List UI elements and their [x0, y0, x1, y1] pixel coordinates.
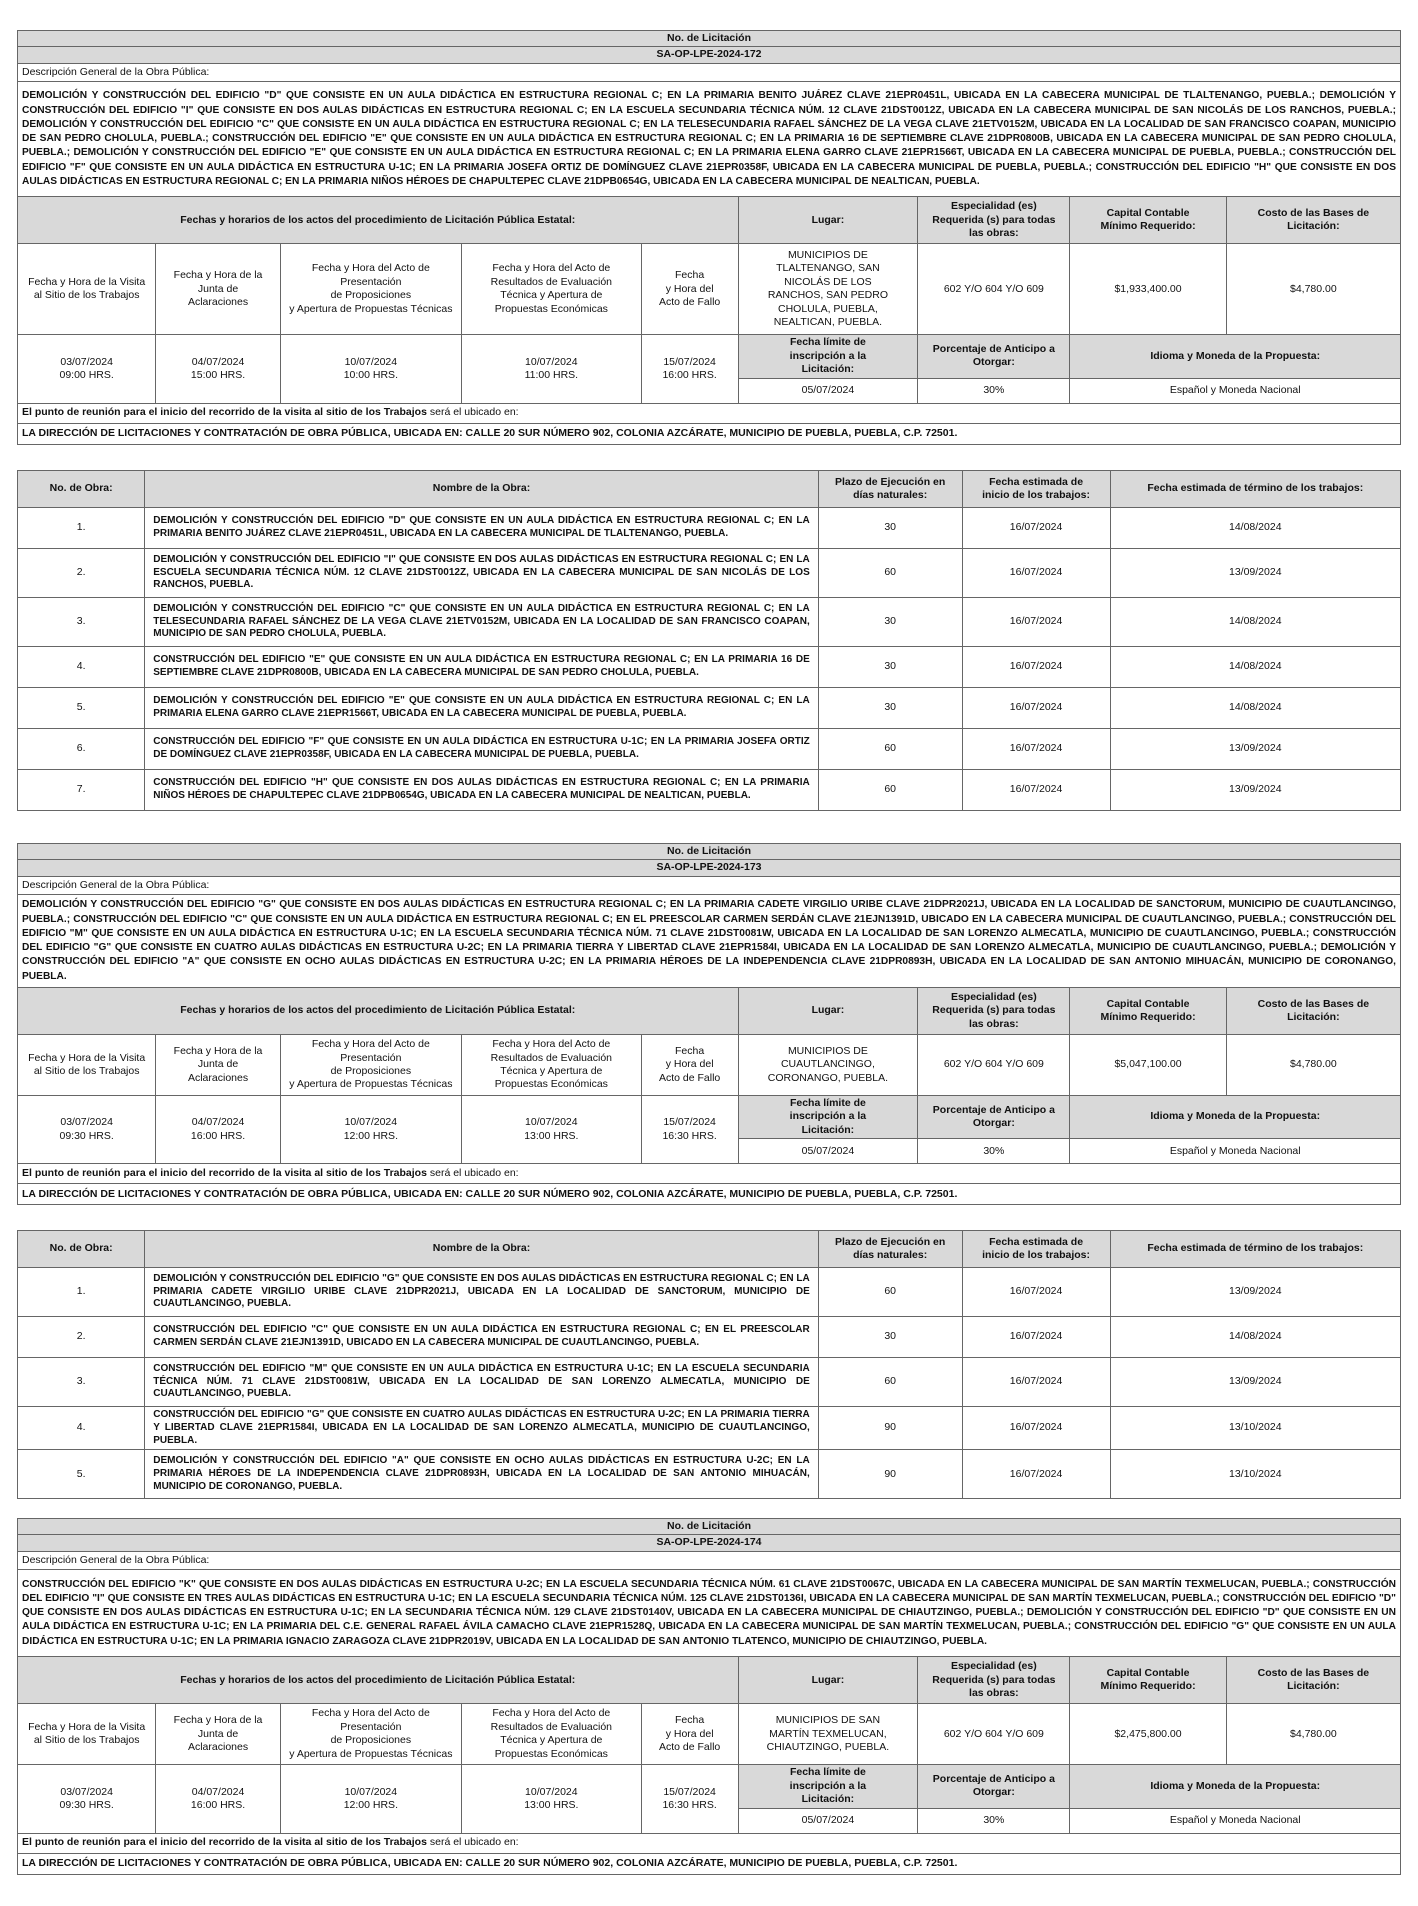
obra-row [18, 647, 1401, 688]
lugar-value: MUNICIPIOS DE TLALTENANGO, SAN NICOLÁS DE LOS RANCHOS, SAN PEDRO CHOLULA, PUEBLA, NEALTICAN, PUEBLA. [738, 244, 918, 335]
obra-row [18, 508, 1401, 549]
licitacion-number: SA-OP-LPE-2024-172 [18, 47, 1401, 63]
junta-label: Fecha y Hora de la Junta de Aclaraciones [156, 1035, 280, 1096]
lugar-header: Lugar: [738, 988, 918, 1035]
obra-inicio: 16/07/2024 [962, 770, 1110, 811]
junta-label: Fecha y Hora de la Junta de Aclaraciones [156, 1704, 280, 1765]
fallo-value: 15/07/2024 16:00 HRS. [641, 335, 738, 403]
descripcion-text: CONSTRUCCIÓN DEL EDIFICIO "K" QUE CONSISTE EN DOS AULAS DIDÁCTICAS EN ESTRUCTURA U-2C; EN LA ESCUELA SECUNDARIA TÉCNICA NÚM. 61 CLAVE 21DST0067C, UBICADA EN LA CABECERA MUNICIPAL DE SAN MARTÍN TEXMELUCAN, PUEBLA.; CONSTRUCCIÓN DEL EDIFICIO "I" QUE CONSISTE EN TRES AULAS DIDÁCTICAS EN ESTRUCTURA U-1C; EN LA ESCUELA SECUNDARIA TÉCNICA NÚM. 125 CLAVE 21DST0136I, UBICADA EN LA CABECERA MUNICIPAL DE SAN MARTÍN TEXMELUCAN, PUEBLA.; CONSTRUCCIÓN DEL EDIFICIO "D" QUE CONSISTE EN DOS AULAS DIDÁCTICAS EN ESTRUCTURA U-1C; EN LA SECUNDARIA TÉCNICA NÚM. 129 CLAVE 21DST0140V, UBICADA EN LA CABECERA MUNICIPAL DE CHIAUTZINGO, PUEBLA.; DEMOLICIÓN Y CONSTRUCCIÓN DEL EDIFICIO "D" QUE CONSISTE EN UN AULA DIDÁCTICA EN ESTRUCTURA U-1C; EN LA PRIMARIA DEL C.E. GENERAL RAFAEL ÁVILA CAMACHO CLAVE 21EPR1528Q, UBICADA EN LA CABECERA MUNICIPAL DE SAN MARTÍN TEXMELUCAN, PUEBLA.; CONSTRUCCIÓN DEL EDIFICIO "G" QUE CONSISTE EN UN AULA DIDÁCTICA EN ESTRUCTURA U-1C; EN LA PRIMARIA IGNACIO ZARAGOZA CLAVE 21DPR2019V, UBICADA EN LA LOCALIDAD DE SAN ANTONIO TLATENCO, MUNICIPIO DE CHIAUTZINGO, PUEBLA. [18, 1570, 1401, 1657]
obra-number: 1. [18, 1268, 145, 1317]
anticipo-value: 30% [918, 378, 1070, 403]
fecha-inicio-header: Fecha estimada de inicio de los trabajos: [962, 1231, 1110, 1268]
obra-inicio: 16/07/2024 [962, 1450, 1110, 1499]
punto-reunion-bold: El punto de reunión para el inicio del recorrido de la visita al sitio de los Trabajos [22, 1167, 427, 1180]
obra-number: 5. [18, 688, 145, 729]
obras-table [17, 1230, 1401, 1499]
resultados-label: Fecha y Hora del Acto de Resultados de Evaluación Técnica y Apertura de Propuestas Económicas [461, 1704, 641, 1765]
especialidad-value: 602 Y/O 604 Y/O 609 [918, 1035, 1070, 1096]
licitacion-header-table [17, 30, 1401, 445]
junta-value: 04/07/2024 16:00 HRS. [156, 1096, 280, 1164]
junta-value: 04/07/2024 15:00 HRS. [156, 335, 280, 403]
presentacion-label: Fecha y Hora del Acto de Presentación de Proposiciones y Apertura de Propuestas Técnicas [280, 1035, 461, 1096]
obras-table [17, 470, 1401, 811]
resultados-value: 10/07/2024 13:00 HRS. [461, 1765, 641, 1833]
costo-value: $4,780.00 [1226, 244, 1400, 335]
licitacion-172 [17, 30, 1401, 445]
obra-row [18, 1268, 1401, 1317]
visita-label: Fecha y Hora de la Visita al Sitio de los Trabajos [18, 244, 156, 335]
punto-reunion-tail: será el ubicado en: [426, 1836, 519, 1849]
idioma-value: Español y Moneda Nacional [1070, 1139, 1401, 1164]
idioma-value: Español y Moneda Nacional [1070, 378, 1401, 403]
anticipo-value: 30% [918, 1139, 1070, 1164]
obra-plazo: 60 [818, 770, 962, 811]
licitacion-number: SA-OP-LPE-2024-174 [18, 1535, 1401, 1551]
obra-number: 6. [18, 729, 145, 770]
punto-reunion-bold: El punto de reunión para el inicio del recorrido de la visita al sitio de los Trabajos [22, 406, 427, 419]
obra-number: 7. [18, 770, 145, 811]
resultados-label: Fecha y Hora del Acto de Resultados de Evaluación Técnica y Apertura de Propuestas Económicas [461, 244, 641, 335]
fecha-limite-value: 05/07/2024 [738, 1808, 918, 1833]
obra-termino: 13/09/2024 [1110, 1358, 1400, 1407]
obra-plazo: 30 [818, 1317, 962, 1358]
especialidad-header: Especialidad (es) Requerida (s) para todas las obras: [918, 1657, 1070, 1704]
obra-row [18, 1407, 1401, 1450]
junta-value: 04/07/2024 16:00 HRS. [156, 1765, 280, 1833]
capital-value: $5,047,100.00 [1070, 1035, 1226, 1096]
capital-value: $1,933,400.00 [1070, 244, 1226, 335]
obra-row [18, 549, 1401, 598]
descripcion-label: Descripción General de la Obra Pública: [18, 1551, 1401, 1569]
punto-reunion-bold: El punto de reunión para el inicio del recorrido de la visita al sitio de los Trabajos [22, 1836, 427, 1849]
resultados-value: 10/07/2024 11:00 HRS. [461, 335, 641, 403]
fallo-label: Fecha y Hora del Acto de Fallo [641, 244, 738, 335]
fecha-limite-header: Fecha límite de inscripción a la Licitación: [738, 335, 918, 378]
obra-inicio: 16/07/2024 [962, 508, 1110, 549]
obra-name: CONSTRUCCIÓN DEL EDIFICIO "F" QUE CONSISTE EN UN AULA DIDÁCTICA EN ESTRUCTURA U-1C; EN LA PRIMARIA JOSEFA ORTIZ DE DOMÍNGUEZ CLAVE 21EPR0358F, UBICADA EN LA CABECERA MUNICIPAL DE PUEBLA, PUEBLA. [145, 729, 819, 770]
obra-inicio: 16/07/2024 [962, 1268, 1110, 1317]
presentacion-value: 10/07/2024 12:00 HRS. [280, 1765, 461, 1833]
obra-row [18, 598, 1401, 647]
obra-number: 3. [18, 1358, 145, 1407]
obra-number: 1. [18, 508, 145, 549]
obra-termino: 14/08/2024 [1110, 688, 1400, 729]
obra-number: 4. [18, 1407, 145, 1450]
costo-bases-header: Costo de las Bases de Licitación: [1226, 197, 1400, 244]
fallo-value: 15/07/2024 16:30 HRS. [641, 1765, 738, 1833]
descripcion-text: DEMOLICIÓN Y CONSTRUCCIÓN DEL EDIFICIO "D" QUE CONSISTE EN UN AULA DIDÁCTICA EN ESTRUCTURA REGIONAL C; EN LA PRIMARIA BENITO JUÁREZ CLAVE 21EPR0451L, UBICADA EN LA CABECERA MUNICIPAL DE TLALTENANGO, PUEBLA.; DEMOLICIÓN Y CONSTRUCCIÓN DEL EDIFICIO "I" QUE CONSISTE EN DOS AULAS DIDÁCTICAS EN ESTRUCTURA REGIONAL C; EN LA ESCUELA SECUNDARIA TÉCNICA NÚM. 12 CLAVE 21DST0012Z, UBICADA EN LA CABECERA MUNICIPAL DE SAN NICOLÁS DE LOS RANCHOS, PUEBLA.; DEMOLICIÓN Y CONSTRUCCIÓN DEL EDIFICIO "C" QUE CONSISTE EN UN AULA DIDÁCTICA EN ESTRUCTURA REGIONAL C; EN LA TELESECUNDARIA RAFAEL SÁNCHEZ DE LA VEGA CLAVE 21ETV0152M, UBICADA EN LA LOCALIDAD DE SAN FRANCISCO COAPAN, MUNICIPIO DE SAN PEDRO CHOLULA, PUEBLA.; CONSTRUCCIÓN DEL EDIFICIO "E" QUE CONSISTE EN UN AULA DIDÁCTICA EN ESTRUCTURA REGIONAL C; EN LA PRIMARIA 16 DE SEPTIEMBRE CLAVE 21DPR0800B, UBICADA EN LA CABECERA MUNICIPAL DE SAN PEDRO CHOLULA, PUEBLA.; DEMOLICIÓN Y CONSTRUCCIÓN DEL EDIFICIO "E" QUE CONSISTE EN UN AULA DIDÁCTICA EN ESTRUCTURA REGIONAL C; EN LA PRIMARIA ELENA GARRO CLAVE 21EPR1566T, UBICADA EN LA CABECERA MUNICIPAL DE PUEBLA, PUEBLA.; CONSTRUCCIÓN DEL EDIFICIO "F" QUE CONSISTE EN UN AULA DIDÁCTICA EN ESTRUCTURA U-1C; EN LA PRIMARIA JOSEFA ORTIZ DE DOMÍNGUEZ CLAVE 21EPR0358F, UBICADA EN LA CABECERA MUNICIPAL DE PUEBLA, PUEBLA.; CONSTRUCCIÓN DEL EDIFICIO "H" QUE CONSISTE EN DOS AULAS DIDÁCTICAS EN ESTRUCTURA REGIONAL C; EN LA PRIMARIA NIÑOS HÉROES DE CHAPULTEPEC CLAVE 21DPB0654G, UBICADA EN LA CABECERA MUNICIPAL DE NEALTICAN, PUEBLA. [18, 82, 1401, 197]
lugar-value: MUNICIPIOS DE SAN MARTÍN TEXMELUCAN, CHIAUTZINGO, PUEBLA. [738, 1704, 918, 1765]
obra-name: CONSTRUCCIÓN DEL EDIFICIO "C" QUE CONSISTE EN UN AULA DIDÁCTICA EN ESTRUCTURA REGIONAL C; EN EL PREESCOLAR CARMEN SERDÁN CLAVE 21EJN1391D, UBICADO EN LA CABECERA MUNICIPAL DE CUAUTLANCINGO, PUEBLA. [145, 1317, 819, 1358]
no-obra-header: No. de Obra: [18, 471, 145, 508]
fallo-label: Fecha y Hora del Acto de Fallo [641, 1035, 738, 1096]
obra-plazo: 60 [818, 1358, 962, 1407]
fechas-horarios-header: Fechas y horarios de los actos del procedimiento de Licitación Pública Estatal: [18, 988, 739, 1035]
direccion-text: LA DIRECCIÓN DE LICITACIONES Y CONTRATACIÓN DE OBRA PÚBLICA, UBICADA EN: CALLE 20 SUR NÚMERO 902, COLONIA AZCÁRATE, MUNICIPIO DE PUEBLA, PUEBLA, C.P. 72501. [18, 423, 1401, 444]
descripcion-text: DEMOLICIÓN Y CONSTRUCCIÓN DEL EDIFICIO "G" QUE CONSISTE EN DOS AULAS DIDÁCTICAS EN ESTRUCTURA REGIONAL C; EN LA PRIMARIA CADETE VIRGILIO URIBE CLAVE 21DPR2021J, UBICADA EN LA LOCALIDAD DE SANCTORUM, MUNICIPIO DE CUAUTLANCINGO, PUEBLA.; CONSTRUCCIÓN DEL EDIFICIO "C" QUE CONSISTE EN UN AULA DIDÁCTICA EN ESTRUCTURA REGIONAL C; EN EL PREESCOLAR CARMEN SERDÁN CLAVE 21EJN1391D, UBICADO EN LA CABECERA MUNICIPAL DE CUAUTLANCINGO, PUEBLA.; CONSTRUCCIÓN DEL EDIFICIO "M" QUE CONSISTE EN UN AULA DIDÁCTICA EN ESTRUCTURA U-1C; EN LA ESCUELA SECUNDARIA TÉCNICA NÚM. 71 CLAVE 21DST0081W, UBICADA EN LA LOCALIDAD DE SAN LORENZO ALMECATLA, MUNICIPIO DE CUAUTLANCINGO, PUEBLA.; CONSTRUCCIÓN DEL EDIFICIO "G" QUE CONSISTE EN CUATRO AULAS DIDÁCTICAS EN ESTRUCTURA U-2C; EN LA PRIMARIA TIERRA Y LIBERTAD CLAVE 21EPR1584I, UBICADA EN LA LOCALIDAD DE SAN LORENZO ALMECATLA, MUNICIPIO DE CUAUTLANCINGO, PUEBLA.; DEMOLICIÓN Y CONSTRUCCIÓN DEL EDIFICIO "A" QUE CONSISTE EN OCHO AULAS DIDÁCTICAS EN ESTRUCTURA U-2C; EN LA PRIMARIA HÉROES DE LA INDEPENDENCIA CLAVE 21DPR0893H, UBICADA EN LA LOCALIDAD DE SAN ANTONIO MIHUACÁN, MUNICIPIO DE CORONANGO, PUEBLA. [18, 895, 1401, 988]
direccion-text: LA DIRECCIÓN DE LICITACIONES Y CONTRATACIÓN DE OBRA PÚBLICA, UBICADA EN: CALLE 20 SUR NÚMERO 902, COLONIA AZCÁRATE, MUNICIPIO DE PUEBLA, PUEBLA, C.P. 72501. [18, 1184, 1401, 1205]
punto-reunion-tail: será el ubicado en: [426, 406, 519, 419]
fechas-horarios-header: Fechas y horarios de los actos del procedimiento de Licitación Pública Estatal: [18, 197, 739, 244]
idioma-header: Idioma y Moneda de la Propuesta: [1070, 335, 1401, 378]
costo-bases-header: Costo de las Bases de Licitación: [1226, 988, 1400, 1035]
plazo-header: Plazo de Ejecución en días naturales: [818, 471, 962, 508]
no-licitacion-label: No. de Licitación [18, 31, 1401, 47]
fallo-value: 15/07/2024 16:30 HRS. [641, 1096, 738, 1164]
obra-plazo: 30 [818, 598, 962, 647]
obra-name: CONSTRUCCIÓN DEL EDIFICIO "G" QUE CONSISTE EN CUATRO AULAS DIDÁCTICAS EN ESTRUCTURA U-2C; EN LA PRIMARIA TIERRA Y LIBERTAD CLAVE 21EPR1584I, UBICADA EN LA LOCALIDAD DE SAN LORENZO ALMECATLA, MUNICIPIO DE CUAUTLANCINGO, PUEBLA. [145, 1407, 819, 1450]
obra-inicio: 16/07/2024 [962, 1317, 1110, 1358]
fecha-limite-value: 05/07/2024 [738, 1139, 918, 1164]
anticipo-value: 30% [918, 1808, 1070, 1833]
obra-termino: 13/09/2024 [1110, 770, 1400, 811]
obra-number: 3. [18, 598, 145, 647]
licitacion-header-table [17, 1518, 1401, 1875]
fecha-limite-value: 05/07/2024 [738, 378, 918, 403]
obra-plazo: 60 [818, 1268, 962, 1317]
capital-header: Capital Contable Mínimo Requerido: [1070, 197, 1226, 244]
obra-inicio: 16/07/2024 [962, 1358, 1110, 1407]
resultados-value: 10/07/2024 13:00 HRS. [461, 1096, 641, 1164]
obra-inicio: 16/07/2024 [962, 729, 1110, 770]
obra-row [18, 770, 1401, 811]
obra-termino: 13/09/2024 [1110, 1268, 1400, 1317]
costo-value: $4,780.00 [1226, 1035, 1400, 1096]
plazo-header: Plazo de Ejecución en días naturales: [818, 1231, 962, 1268]
licitacion-173 [17, 843, 1401, 1205]
licitacion-174 [17, 1518, 1401, 1875]
obra-name: CONSTRUCCIÓN DEL EDIFICIO "M" QUE CONSISTE EN UN AULA DIDÁCTICA EN ESTRUCTURA U-1C; EN LA ESCUELA SECUNDARIA TÉCNICA NÚM. 71 CLAVE 21DST0081W, UBICADA EN LA LOCALIDAD DE SAN LORENZO ALMECATLA, MUNICIPIO DE CUAUTLANCINGO, PUEBLA. [145, 1358, 819, 1407]
fecha-limite-header: Fecha límite de inscripción a la Licitación: [738, 1765, 918, 1808]
obra-row [18, 1358, 1401, 1407]
obra-inicio: 16/07/2024 [962, 1407, 1110, 1450]
obra-number: 5. [18, 1450, 145, 1499]
descripcion-label: Descripción General de la Obra Pública: [18, 63, 1401, 81]
lugar-value: MUNICIPIOS DE CUAUTLANCINGO, CORONANGO, PUEBLA. [738, 1035, 918, 1096]
fecha-termino-header: Fecha estimada de término de los trabajos: [1110, 1231, 1400, 1268]
obra-termino: 13/10/2024 [1110, 1407, 1400, 1450]
idioma-value: Español y Moneda Nacional [1070, 1808, 1401, 1833]
obra-termino: 14/08/2024 [1110, 647, 1400, 688]
obra-plazo: 90 [818, 1407, 962, 1450]
punto-reunion-text [18, 1164, 1401, 1184]
fechas-horarios-header: Fechas y horarios de los actos del procedimiento de Licitación Pública Estatal: [18, 1657, 739, 1704]
capital-value: $2,475,800.00 [1070, 1704, 1226, 1765]
obra-row [18, 688, 1401, 729]
obra-inicio: 16/07/2024 [962, 688, 1110, 729]
obra-name: CONSTRUCCIÓN DEL EDIFICIO "H" QUE CONSISTE EN DOS AULAS DIDÁCTICAS EN ESTRUCTURA REGIONAL C; EN LA PRIMARIA NIÑOS HÉROES DE CHAPULTEPEC CLAVE 21DPB0654G, UBICADA EN LA CABECERA MUNICIPAL DE NEALTICAN, PUEBLA. [145, 770, 819, 811]
direccion-text: LA DIRECCIÓN DE LICITACIONES Y CONTRATACIÓN DE OBRA PÚBLICA, UBICADA EN: CALLE 20 SUR NÚMERO 902, COLONIA AZCÁRATE, MUNICIPIO DE PUEBLA, PUEBLA, C.P. 72501. [18, 1853, 1401, 1874]
obra-name: CONSTRUCCIÓN DEL EDIFICIO "E" QUE CONSISTE EN UN AULA DIDÁCTICA EN ESTRUCTURA REGIONAL C; EN LA PRIMARIA 16 DE SEPTIEMBRE CLAVE 21DPR0800B, UBICADA EN LA CABECERA MUNICIPAL DE SAN PEDRO CHOLULA, PUEBLA. [145, 647, 819, 688]
capital-header: Capital Contable Mínimo Requerido: [1070, 988, 1226, 1035]
punto-reunion-text [18, 403, 1401, 423]
costo-value: $4,780.00 [1226, 1704, 1400, 1765]
especialidad-value: 602 Y/O 604 Y/O 609 [918, 1704, 1070, 1765]
obra-plazo: 30 [818, 688, 962, 729]
obra-plazo: 90 [818, 1450, 962, 1499]
obras-licitacion-172 [17, 470, 1401, 811]
visita-label: Fecha y Hora de la Visita al Sitio de los Trabajos [18, 1035, 156, 1096]
especialidad-header: Especialidad (es) Requerida (s) para todas las obras: [918, 197, 1070, 244]
obra-name: DEMOLICIÓN Y CONSTRUCCIÓN DEL EDIFICIO "D" QUE CONSISTE EN UN AULA DIDÁCTICA EN ESTRUCTURA REGIONAL C; EN LA PRIMARIA BENITO JUÁREZ CLAVE 21EPR0451L, UBICADA EN LA CABECERA MUNICIPAL DE TLALTENANGO, PUEBLA. [145, 508, 819, 549]
obra-name: DEMOLICIÓN Y CONSTRUCCIÓN DEL EDIFICIO "I" QUE CONSISTE EN DOS AULAS DIDÁCTICAS EN ESTRUCTURA REGIONAL C; EN LA ESCUELA SECUNDARIA TÉCNICA NÚM. 12 CLAVE 21DST0012Z, UBICADA EN LA CABECERA MUNICIPAL DE SAN NICOLÁS DE LOS RANCHOS, PUEBLA. [145, 549, 819, 598]
idioma-header: Idioma y Moneda de la Propuesta: [1070, 1096, 1401, 1139]
anticipo-header: Porcentaje de Anticipo a Otorgar: [918, 1096, 1070, 1139]
visita-value: 03/07/2024 09:00 HRS. [18, 335, 156, 403]
fecha-termino-header: Fecha estimada de término de los trabajos: [1110, 471, 1400, 508]
lugar-header: Lugar: [738, 197, 918, 244]
obra-name: DEMOLICIÓN Y CONSTRUCCIÓN DEL EDIFICIO "E" QUE CONSISTE EN UN AULA DIDÁCTICA EN ESTRUCTURA REGIONAL C; EN LA PRIMARIA ELENA GARRO CLAVE 21EPR1566T, UBICADA EN LA CABECERA MUNICIPAL DE PUEBLA, PUEBLA. [145, 688, 819, 729]
obra-name: DEMOLICIÓN Y CONSTRUCCIÓN DEL EDIFICIO "G" QUE CONSISTE EN DOS AULAS DIDÁCTICAS EN ESTRUCTURA REGIONAL C; EN LA PRIMARIA CADETE VIRGILIO URIBE CLAVE 21DPR2021J, UBICADA EN LA LOCALIDAD DE SANCTORUM, MUNICIPIO DE CUAUTLANCINGO, PUEBLA. [145, 1268, 819, 1317]
obra-plazo: 60 [818, 549, 962, 598]
presentacion-value: 10/07/2024 10:00 HRS. [280, 335, 461, 403]
obra-plazo: 30 [818, 647, 962, 688]
obra-row [18, 1450, 1401, 1499]
licitacion-number: SA-OP-LPE-2024-173 [18, 860, 1401, 876]
nombre-obra-header: Nombre de la Obra: [145, 471, 819, 508]
anticipo-header: Porcentaje de Anticipo a Otorgar: [918, 1765, 1070, 1808]
obra-termino: 13/09/2024 [1110, 549, 1400, 598]
obra-inicio: 16/07/2024 [962, 647, 1110, 688]
resultados-label: Fecha y Hora del Acto de Resultados de Evaluación Técnica y Apertura de Propuestas Económicas [461, 1035, 641, 1096]
costo-bases-header: Costo de las Bases de Licitación: [1226, 1657, 1400, 1704]
obra-number: 2. [18, 1317, 145, 1358]
obra-inicio: 16/07/2024 [962, 549, 1110, 598]
descripcion-label: Descripción General de la Obra Pública: [18, 876, 1401, 894]
visita-value: 03/07/2024 09:30 HRS. [18, 1096, 156, 1164]
no-obra-header: No. de Obra: [18, 1231, 145, 1268]
obra-row [18, 1317, 1401, 1358]
fallo-label: Fecha y Hora del Acto de Fallo [641, 1704, 738, 1765]
obra-name: DEMOLICIÓN Y CONSTRUCCIÓN DEL EDIFICIO "C" QUE CONSISTE EN UN AULA DIDÁCTICA EN ESTRUCTURA REGIONAL C; EN LA TELESECUNDARIA RAFAEL SÁNCHEZ DE LA VEGA CLAVE 21ETV0152M, UBICADA EN LA LOCALIDAD DE SAN FRANCISCO COAPAN, MUNICIPIO DE SAN PEDRO CHOLULA, PUEBLA. [145, 598, 819, 647]
no-licitacion-label: No. de Licitación [18, 844, 1401, 860]
idioma-header: Idioma y Moneda de la Propuesta: [1070, 1765, 1401, 1808]
capital-header: Capital Contable Mínimo Requerido: [1070, 1657, 1226, 1704]
obra-termino: 13/09/2024 [1110, 729, 1400, 770]
obra-termino: 14/08/2024 [1110, 1317, 1400, 1358]
nombre-obra-header: Nombre de la Obra: [145, 1231, 819, 1268]
presentacion-label: Fecha y Hora del Acto de Presentación de Proposiciones y Apertura de Propuestas Técnicas [280, 244, 461, 335]
licitacion-header-table [17, 843, 1401, 1205]
punto-reunion-tail: será el ubicado en: [426, 1167, 519, 1180]
junta-label: Fecha y Hora de la Junta de Aclaraciones [156, 244, 280, 335]
obra-termino: 13/10/2024 [1110, 1450, 1400, 1499]
obra-termino: 14/08/2024 [1110, 598, 1400, 647]
presentacion-label: Fecha y Hora del Acto de Presentación de Proposiciones y Apertura de Propuestas Técnicas [280, 1704, 461, 1765]
obra-name: DEMOLICIÓN Y CONSTRUCCIÓN DEL EDIFICIO "A" QUE CONSISTE EN OCHO AULAS DIDÁCTICAS EN ESTRUCTURA U-2C; EN LA PRIMARIA HÉROES DE LA INDEPENDENCIA CLAVE 21DPR0893H, UBICADA EN LA LOCALIDAD DE SAN ANTONIO MIHUACÁN, MUNICIPIO DE CORONANGO, PUEBLA. [145, 1450, 819, 1499]
especialidad-value: 602 Y/O 604 Y/O 609 [918, 244, 1070, 335]
visita-label: Fecha y Hora de la Visita al Sitio de los Trabajos [18, 1704, 156, 1765]
no-licitacion-label: No. de Licitación [18, 1519, 1401, 1535]
obra-number: 2. [18, 549, 145, 598]
punto-reunion-text [18, 1833, 1401, 1853]
obra-plazo: 60 [818, 729, 962, 770]
obras-licitacion-173 [17, 1230, 1401, 1499]
fecha-limite-header: Fecha límite de inscripción a la Licitación: [738, 1096, 918, 1139]
obra-row [18, 729, 1401, 770]
anticipo-header: Porcentaje de Anticipo a Otorgar: [918, 335, 1070, 378]
presentacion-value: 10/07/2024 12:00 HRS. [280, 1096, 461, 1164]
visita-value: 03/07/2024 09:30 HRS. [18, 1765, 156, 1833]
obra-inicio: 16/07/2024 [962, 598, 1110, 647]
especialidad-header: Especialidad (es) Requerida (s) para todas las obras: [918, 988, 1070, 1035]
obra-plazo: 30 [818, 508, 962, 549]
obra-termino: 14/08/2024 [1110, 508, 1400, 549]
fecha-inicio-header: Fecha estimada de inicio de los trabajos: [962, 471, 1110, 508]
lugar-header: Lugar: [738, 1657, 918, 1704]
obra-number: 4. [18, 647, 145, 688]
